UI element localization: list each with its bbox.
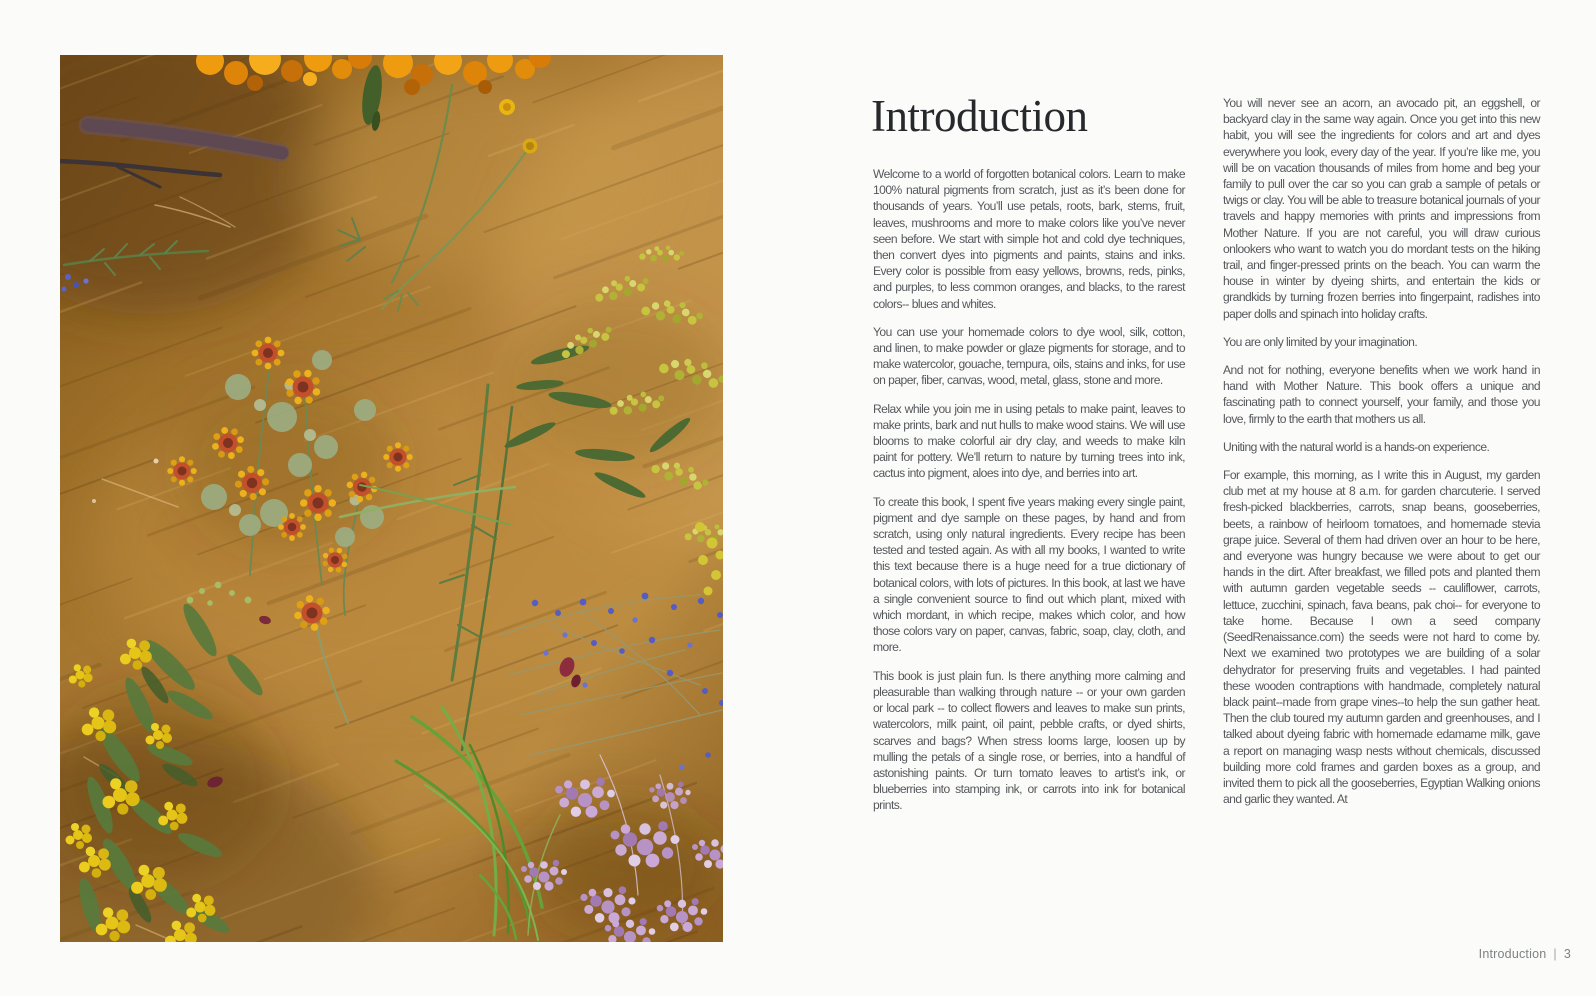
paragraph: Uniting with the natural world is a hands-on experience.	[1223, 439, 1490, 454]
paragraph: To create this book, I spent five years making every single paint, pigment and dye sample on these pages, by hand and from scratch, using only natural ingredients. Every recipe has been tested and tested again. As with all my books, I wanted to write this text because there is a huge need for a true dictionary of botanical colors, with lots of pictures. In this book, at last we have a single convenient source to find out which plant, mixed with which mordant, in which recipe, makes which color, and how those colors vary on paper, canvas, fabric, soap, clay, cloth, and more.	[873, 494, 1185, 655]
paragraph: And not for nothing, everyone benefits when we work hand in hand with Mother Nature. This book offers a unique and fascinating path to connect yourself, your family, and those you love, firmly to the earth that mothers us all.	[1223, 363, 1540, 426]
paragraph: You can use your homemade colors to dye wool, silk, cotton, and linen, to make powder or glaze pigments for storage, and to make watercolor, gouache, tempura, oils, stains and inks, for use on paper, fiber, canvas, wood, metal, glass, stone and more.	[873, 324, 1185, 388]
footer-page-number: 3	[1563, 947, 1571, 961]
paragraph: Relax while you join me in using petals to make paint, leaves to make prints, bark and nut hulls to make wood stains. We will use blooms to make colorful air dry clay, and weeds to make kiln paint for pottery. We’ll return to nature by turning trees into ink, cactus into pigment, aloes into dye, and berries into art.	[873, 401, 1185, 481]
flowers-photo	[60, 55, 723, 942]
paragraph: For example, this morning, as I write this in August, my garden club met at my house at 8 a.m. for garden charcuterie. I served fresh-picked blackberries, carrots, snap beans, gooseberries, beets, a rainbow of heirloom tomatoes, and homemade stevia grape juice. Several of them had driven over an hour to be here, and everyone was hungry because we were about to get our hands in the dirt. After breakfast, we filled pots and planted them with autumn garden vegetable seeds -- cauliflower, carrots, lettuce, zucchini, spinach, fava beans, pak choi-- for everyone to take home. Because I own a seed company (SeedRenaissance.com) the seeds were not hard to come by. Next we examined two prototypes we are building of a solar dehydrator for preserving fruits and vegetables. I had painted these wooden contraptions with handmade, completely natural black paint--made from grape vines--to help the sun gather heat. Then the club toured my autumn garden and greenhouses, and I talked about dyeing fabric with homemade edamame milk, gave a report on managing wasp nests without chemicals, discussed building more cold frames and garden boxes as a group, and invited them to pick all the gooseberries, Egyptian Walking onions and garlic they wanted. At	[1223, 468, 1540, 807]
flowers-photo-illustration	[60, 55, 723, 942]
text-column-right	[1223, 95, 1540, 819]
page-footer	[1223, 947, 1571, 961]
page-title: Introduction	[871, 91, 1088, 141]
text-column-left	[873, 166, 1185, 826]
footer-separator: |	[1553, 947, 1557, 961]
paragraph: Welcome to a world of forgotten botanical colors. Learn to make 100% natural pigments from scratch, just as it’s been done for thousands of years. You’ll use petals, roots, bark, stems, fruit, leaves, mushrooms and more to make colors like you’ve never seen before. We start with simple hot and cold dye techniques, then convert dyes into pigments and paints, stains and inks. Every color is possible from easy yellows, browns, reds, pinks, and purples, to less common oranges, and blacks, to the rarest colors-- blues and whites.	[873, 167, 1185, 311]
paragraph: You are only limited by your imagination.	[1223, 334, 1418, 349]
footer-section-label: Introduction	[1478, 947, 1547, 961]
paragraph: You will never see an acorn, an avocado pit, an eggshell, or backyard clay in the same way again. Once you get into this new habit, you will see the ingredients for colors and art and dyes everywhere you look, every day of the year. If you’re like me, you will be on vacation thousands of miles from home and beg your family to pull over the car so you can grab a sample of petals or twigs or clay. You will be able to treasure botanical journals of your travels and happy memories with prints and impressions from Mother Nature. If you are not careful, you will draw curious onlookers who want to watch you do mordant tests on the hiking trail, and finger-pressed prints on the beach. You can warm the house in winter by dyeing shirts, and entertain the kids or grandkids by turning frozen berries into fingerpaint, radishes into paper dolls and spinach into holiday crafts.	[1223, 96, 1540, 321]
paragraph: This book is just plain fun. Is there anything more calming and pleasurable than walking through nature -- or your own garden or local park -- to collect flowers and leaves to make sun prints, watercolors, milk paint, oil paint, pebble crafts, or dyed shirts, scarves and bags? When stress looms large, loosen up by mulling the petals of a single rose, or berries, into a handful of astonishing paints. Or turn tomato leaves to artist’s ink, or blueberries into stamping ink, or carrots into ink for botanical prints.	[873, 668, 1185, 813]
